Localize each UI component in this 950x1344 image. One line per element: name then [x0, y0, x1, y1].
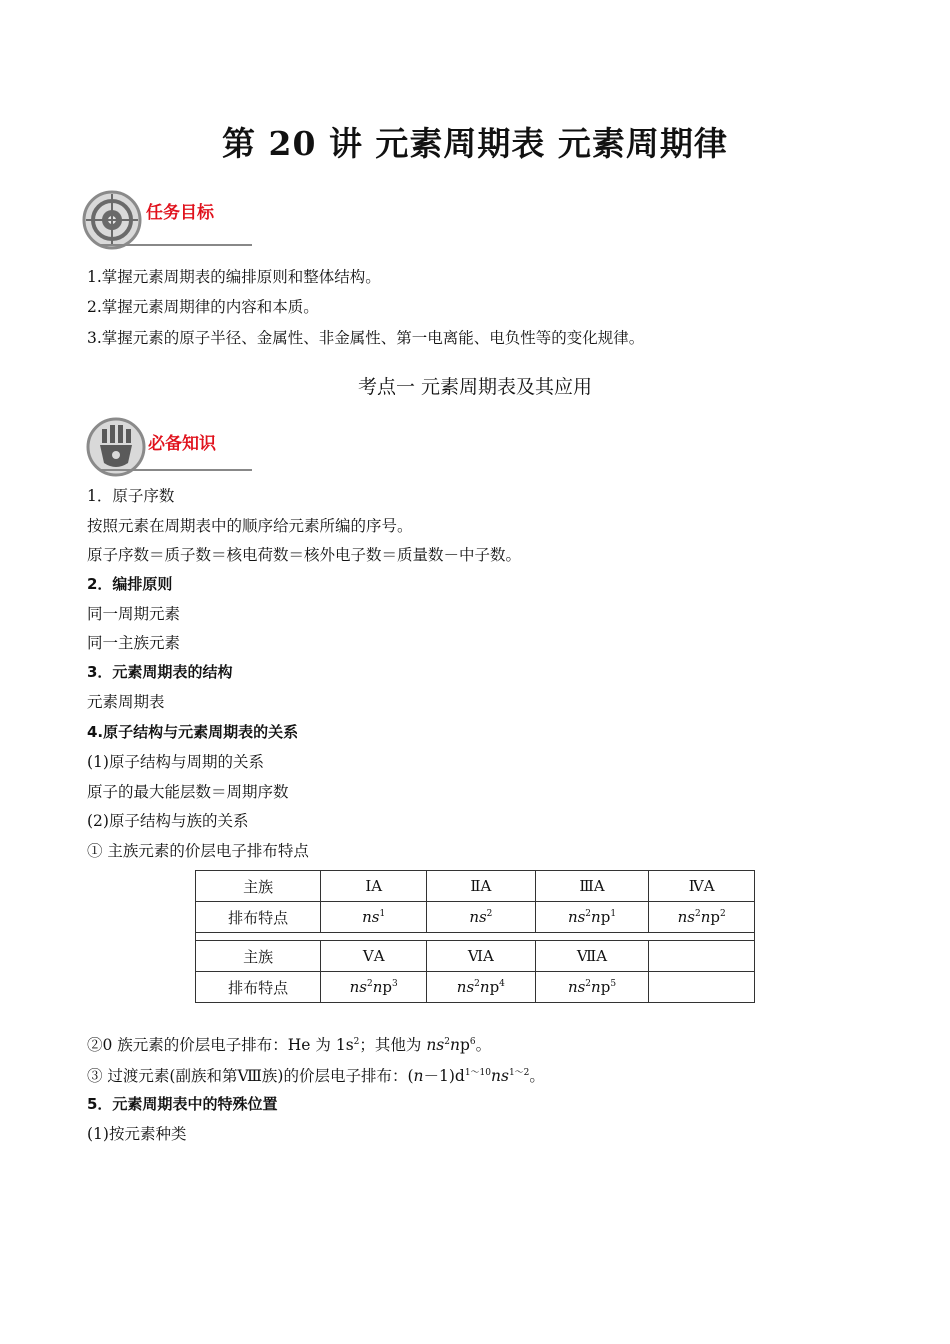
note-text: ②0 族元素的价层电子排布：He 为 1s	[87, 1036, 354, 1054]
table-row	[196, 941, 755, 972]
table-row	[196, 902, 755, 933]
main-group-table	[195, 870, 755, 1003]
text-line: 同一主族元素	[87, 634, 181, 652]
table-cell: 主族	[196, 871, 321, 902]
table-row	[196, 871, 755, 902]
goal-label: 任务目标	[146, 203, 214, 223]
heading-special-position: 5．元素周期表中的特殊位置	[87, 1095, 278, 1113]
table-cell: ⅥA	[427, 941, 536, 972]
text-line: 原子序数＝质子数＝核电荷数＝核外电子数＝质量数－中子数。	[87, 546, 522, 564]
goal-underline	[100, 244, 252, 246]
table-cell: ⅣA	[649, 871, 755, 902]
table-cell: $ns^2$	[427, 902, 536, 933]
note-text: －1)d	[423, 1067, 465, 1085]
goal-item: 2.掌握元素周期律的内容和本质。	[87, 298, 319, 316]
goal-item: 3.掌握元素的原子半径、金属性、非金属性、第一电离能、电负性等的变化规律。	[87, 329, 645, 347]
text-line: (2)原子结构与族的关系	[87, 812, 249, 830]
table-cell	[649, 941, 755, 972]
table-cell: 排布特点	[196, 902, 321, 933]
table-cell: $ns^1$	[321, 902, 427, 933]
table-cell: $ns^2np^2$	[649, 902, 755, 933]
note-text: ③ 过渡元素(副族和第Ⅷ族)的价层电子排布：(	[87, 1067, 414, 1085]
table-cell: 主族	[196, 941, 321, 972]
text-line: (1)原子结构与周期的关系	[87, 753, 264, 771]
table-row	[196, 972, 755, 1003]
table-cell: ⅠA	[321, 871, 427, 902]
table-cell: $ns^2np^4$	[427, 972, 536, 1003]
heading-relation: 4.原子结构与元素周期表的关系	[87, 723, 299, 741]
page-title: 第 20 讲 元素周期表 元素周期律	[222, 124, 728, 163]
goal-section-header	[82, 190, 252, 252]
table-gap-row	[196, 933, 755, 941]
text-line: ① 主族元素的价层电子排布特点	[87, 842, 309, 860]
knowledge-underline	[100, 469, 252, 471]
table-cell: $ns^2np^5$	[535, 972, 649, 1003]
goal-item: 1.掌握元素周期表的编排原则和整体结构。	[87, 268, 381, 286]
table-cell: ⅦA	[535, 941, 649, 972]
note-transition: ③ 过渡元素(副族和第Ⅷ族)的价层电子排布：$(n-1)d^{1\sim 10}ns^{1\sim 2}$。	[87, 1067, 545, 1085]
note-text: ；其他为	[359, 1036, 427, 1054]
table-cell: ⅤA	[321, 941, 427, 972]
heading-atomic-number: 1．原子序数	[87, 487, 175, 505]
table-cell: $ns^2np^1$	[535, 902, 649, 933]
text-line: 同一周期元素	[87, 605, 181, 623]
heading-arrangement: 2．编排原则	[87, 575, 173, 593]
table-cell: 排布特点	[196, 972, 321, 1003]
table-cell: $ns^2np^3$	[321, 972, 427, 1003]
kaodian-heading: 考点一 元素周期表及其应用	[357, 376, 593, 398]
text-line: 原子的最大能层数＝周期序数	[87, 783, 289, 801]
text-line: (1)按元素种类	[87, 1125, 187, 1143]
text-line: 按照元素在周期表中的顺序给元素所编的序号。	[87, 517, 413, 535]
knowledge-label: 必备知识	[148, 434, 216, 454]
text-line: 元素周期表	[87, 693, 165, 711]
table-cell	[649, 972, 755, 1003]
knowledge-section-header	[82, 415, 252, 477]
table-cell: ⅢA	[535, 871, 649, 902]
table-cell: ⅡA	[427, 871, 536, 902]
note-noble-gas: ②0 族元素的价层电子排布：He 为 $1s^2$；其他为 $ns^2np^6$。	[87, 1036, 492, 1054]
heading-structure: 3．元素周期表的结构	[87, 663, 233, 681]
